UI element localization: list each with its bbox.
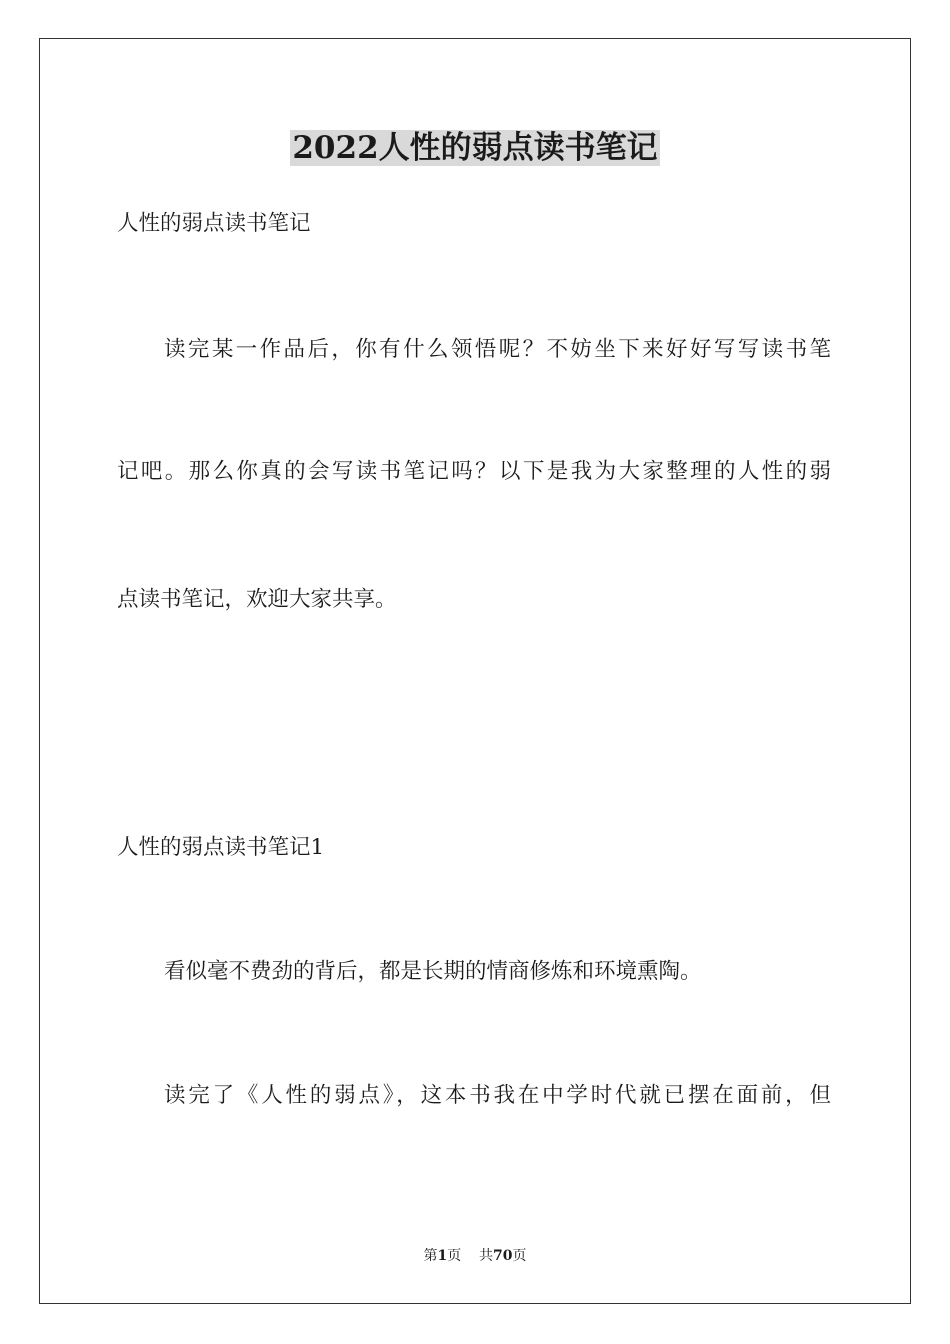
footer-total-suffix: 页 bbox=[512, 1248, 527, 1264]
page-footer bbox=[0, 1246, 950, 1266]
intro-paragraph-line-3: 点读书笔记，欢迎大家共享。 bbox=[117, 587, 397, 612]
footer-page-suffix: 页 bbox=[447, 1248, 462, 1264]
intro-paragraph-line-1: 读完某一作品后，你有什么领悟呢？不妨坐下来好好写写读书笔 bbox=[164, 337, 831, 362]
document-title-text: 2022人性的弱点读书笔记 bbox=[292, 130, 658, 166]
footer-page-total: 70 bbox=[493, 1248, 513, 1264]
document-title bbox=[0, 126, 950, 170]
section-heading: 人性的弱点读书笔记1 bbox=[117, 835, 325, 860]
document-subtitle: 人性的弱点读书笔记 bbox=[117, 211, 311, 236]
section-paragraph-line-2: 读完了《人性的弱点》，这本书我在中学时代就已摆在面前，但 bbox=[164, 1083, 831, 1108]
footer-total-prefix: 共 bbox=[479, 1248, 494, 1264]
footer-page-current: 1 bbox=[437, 1248, 448, 1264]
section-paragraph-line-1: 看似毫不费劲的背后，都是长期的情商修炼和环境熏陶。 bbox=[164, 959, 702, 984]
intro-paragraph-line-2: 记吧。那么你真的会写读书笔记吗？以下是我为大家整理的人性的弱 bbox=[117, 459, 831, 484]
footer-page-prefix: 第 bbox=[423, 1248, 438, 1264]
